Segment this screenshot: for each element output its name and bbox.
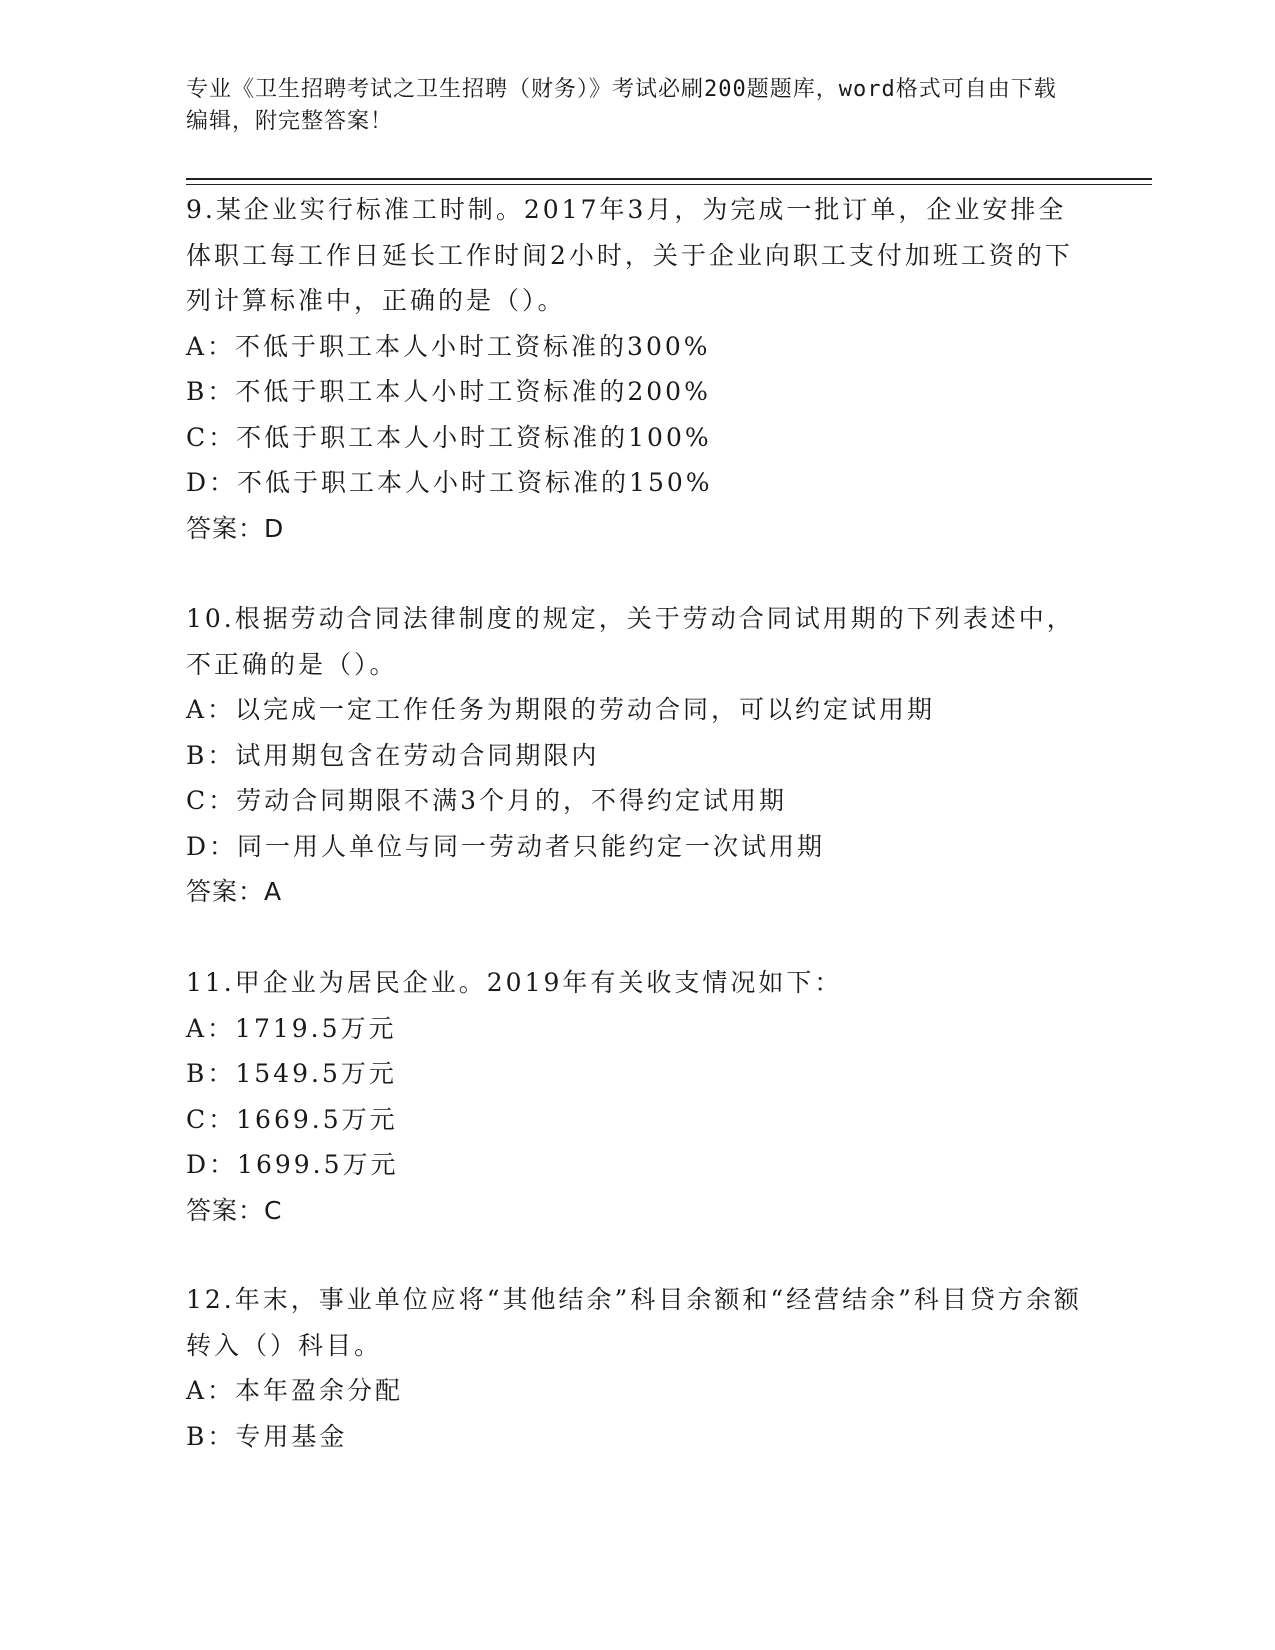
option-a: A：不低于职工本人小时工资标准的300% <box>186 331 711 361</box>
answer-line: 答案：D <box>186 513 285 543</box>
option-a: A：本年盈余分配 <box>186 1376 404 1405</box>
option-d: D：不低于职工本人小时工资标准的150% <box>186 468 713 497</box>
question-11 <box>186 960 1086 1233</box>
option-c: C：1669.5万元 <box>186 1104 398 1134</box>
option-a: A：以完成一定工作任务为期限的劳动合同，可以约定试用期 <box>186 695 936 724</box>
option-b: B：不低于职工本人小时工资标准的200% <box>186 377 711 406</box>
option-b: B：试用期包含在劳动合同期限内 <box>186 740 600 770</box>
option-d: D：1699.5万元 <box>186 1150 399 1179</box>
option-d: D：同一用人单位与同一劳动者只能约定一次试用期 <box>186 831 826 861</box>
question-stem: 9.某企业实行标准工时制。2017年3月，为完成一批订单，企业安排全体职工每工作日延长工作时间2小时，关于企业向职工支付加班工资的下列计算标准中，正确的是（）。 <box>186 195 1073 315</box>
question-9 <box>186 187 1086 551</box>
header-divider-thin <box>186 184 1152 185</box>
header-divider-thick <box>186 178 1152 180</box>
option-b: B：1549.5万元 <box>186 1059 397 1088</box>
option-c: C：劳动合同期限不满3个月的，不得约定试用期 <box>186 786 788 815</box>
question-10 <box>186 596 1086 915</box>
answer-line: 答案：A <box>186 877 283 906</box>
question-stem: 10.根据劳动合同法律制度的规定，关于劳动合同试用期的下列表述中，不正确的是（）。 <box>186 604 1075 679</box>
answer-line: 答案：C <box>186 1195 283 1225</box>
option-c: C：不低于职工本人小时工资标准的100% <box>186 422 712 452</box>
question-stem: 12.年末，事业单位应将“其他结余”科目余额和“经营结余”科目贷方余额转入（）科目。 <box>186 1285 1082 1360</box>
option-a: A：1719.5万元 <box>186 1013 397 1043</box>
question-stem: 11.甲企业为居民企业。2019年有关收支情况如下： <box>186 968 843 997</box>
option-b: B：专用基金 <box>186 1421 348 1451</box>
document-header: 专业《卫生招聘考试之卫生招聘（财务）》考试必刷200题题库，word格式可自由下载编辑，附完整答案！ <box>186 77 1057 134</box>
question-12 <box>186 1277 1086 1459</box>
